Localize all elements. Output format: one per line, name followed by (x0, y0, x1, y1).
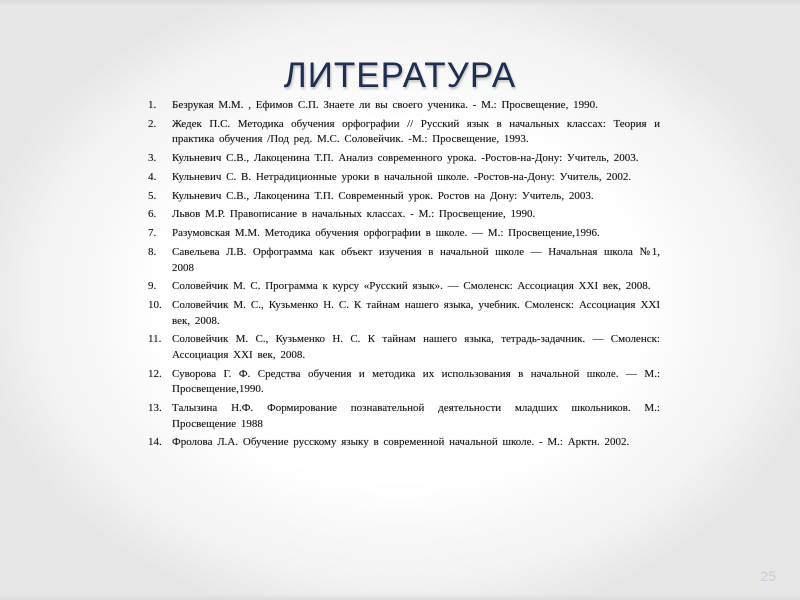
reference-number: 6. (148, 208, 157, 221)
slide-title: ЛИТЕРАТУРА (283, 56, 517, 95)
reference-text: Фролова Л.А. Обучение русскому языку в современной начальной школе. - М.: Арктн. 2002. (172, 436, 630, 449)
reference-text: Кульневич С.В., Лакоценина Т.П. Анализ современного урока. -Ростов-на-Дону: Учитель, 2003. (172, 152, 639, 165)
reference-item (148, 170, 660, 186)
reference-item (148, 117, 660, 148)
reference-item (148, 435, 660, 451)
reference-number: 8. (148, 246, 157, 259)
reference-item (148, 189, 660, 205)
reference-number: 11. (148, 333, 162, 346)
reference-item (148, 298, 660, 329)
reference-item (148, 279, 660, 295)
bottom-edge-shadow (0, 594, 800, 600)
reference-text: Суворова Г. Ф. Средства обучения и методика их использования в начальной школе. — М.: Просвещение,1990. (172, 367, 660, 396)
reference-number: 1. (148, 99, 157, 111)
reference-list (148, 98, 660, 454)
reference-number: 13. (148, 402, 162, 415)
reference-number: 14. (148, 436, 162, 449)
reference-text: Соловейчик М. С. Программа к курсу «Русский язык». — Смоленск: Ассоциация XXI век, 2008. (172, 280, 651, 293)
reference-item (148, 245, 660, 276)
reference-number: 5. (148, 189, 157, 202)
reference-item (148, 332, 660, 363)
reference-text: Жедек П.С. Методика обучения орфографии // Русский язык в начальных классах: Теория и практика обучения /Под ред. М.С. Соловейчик. -М.: Просвещение, 1993. (172, 117, 660, 146)
top-edge-shadow (0, 0, 800, 6)
reference-number: 9. (148, 280, 157, 293)
reference-text: Кульневич С.В., Лакоценина Т.П. Современный урок. Ростов на Дону: Учитель, 2003. (172, 189, 594, 202)
reference-text: Савельева Л.В. Орфограмма как объект изучения в начальной школе — Начальная школа №1, 2008 (172, 246, 660, 274)
reference-text: Львов М.Р. Правописание в начальных классах. - М.: Просвещение, 1990. (172, 208, 536, 221)
reference-text: Соловейчик М. С., Кузьменко Н. С. К тайнам нашего языка, учебник. Смоленск: Ассоциация XXI век, 2008. (172, 299, 660, 327)
reference-number: 3. (148, 152, 157, 165)
slide-number: 25 (760, 568, 776, 584)
reference-number: 10. (148, 299, 162, 312)
reference-number: 2. (148, 117, 157, 130)
reference-item (148, 207, 660, 223)
reference-text: Соловейчик М. С., Кузьменко Н. С. К тайнам нашего языка, тетрадь-задачник. — Смоленск: Ассоциация XXI век, 2008. (172, 333, 660, 361)
reference-text: Безрукая М.М. , Ефимов С.П. Знаете ли вы своего ученика. - М.: Просвещение, 1990. (172, 99, 598, 111)
reference-number: 12. (148, 367, 162, 380)
reference-item (148, 98, 660, 114)
reference-item (148, 226, 660, 242)
reference-item (148, 151, 660, 167)
reference-text: Разумовская М.М. Методика обучения орфографии в школе. — М.: Просвещение,1996. (172, 227, 600, 240)
reference-item (148, 401, 660, 432)
reference-item (148, 367, 660, 398)
reference-number: 7. (148, 227, 157, 240)
reference-number: 4. (148, 170, 157, 183)
reference-text: Талызина Н.Ф. Формирование познавательной деятельности младших школьников. М.: Просвещение 1988 (172, 402, 660, 430)
reference-text: Кульневич С. В. Нетрадиционные уроки в начальной школе. -Ростов-на-Дону: Учитель, 2002. (172, 170, 632, 183)
